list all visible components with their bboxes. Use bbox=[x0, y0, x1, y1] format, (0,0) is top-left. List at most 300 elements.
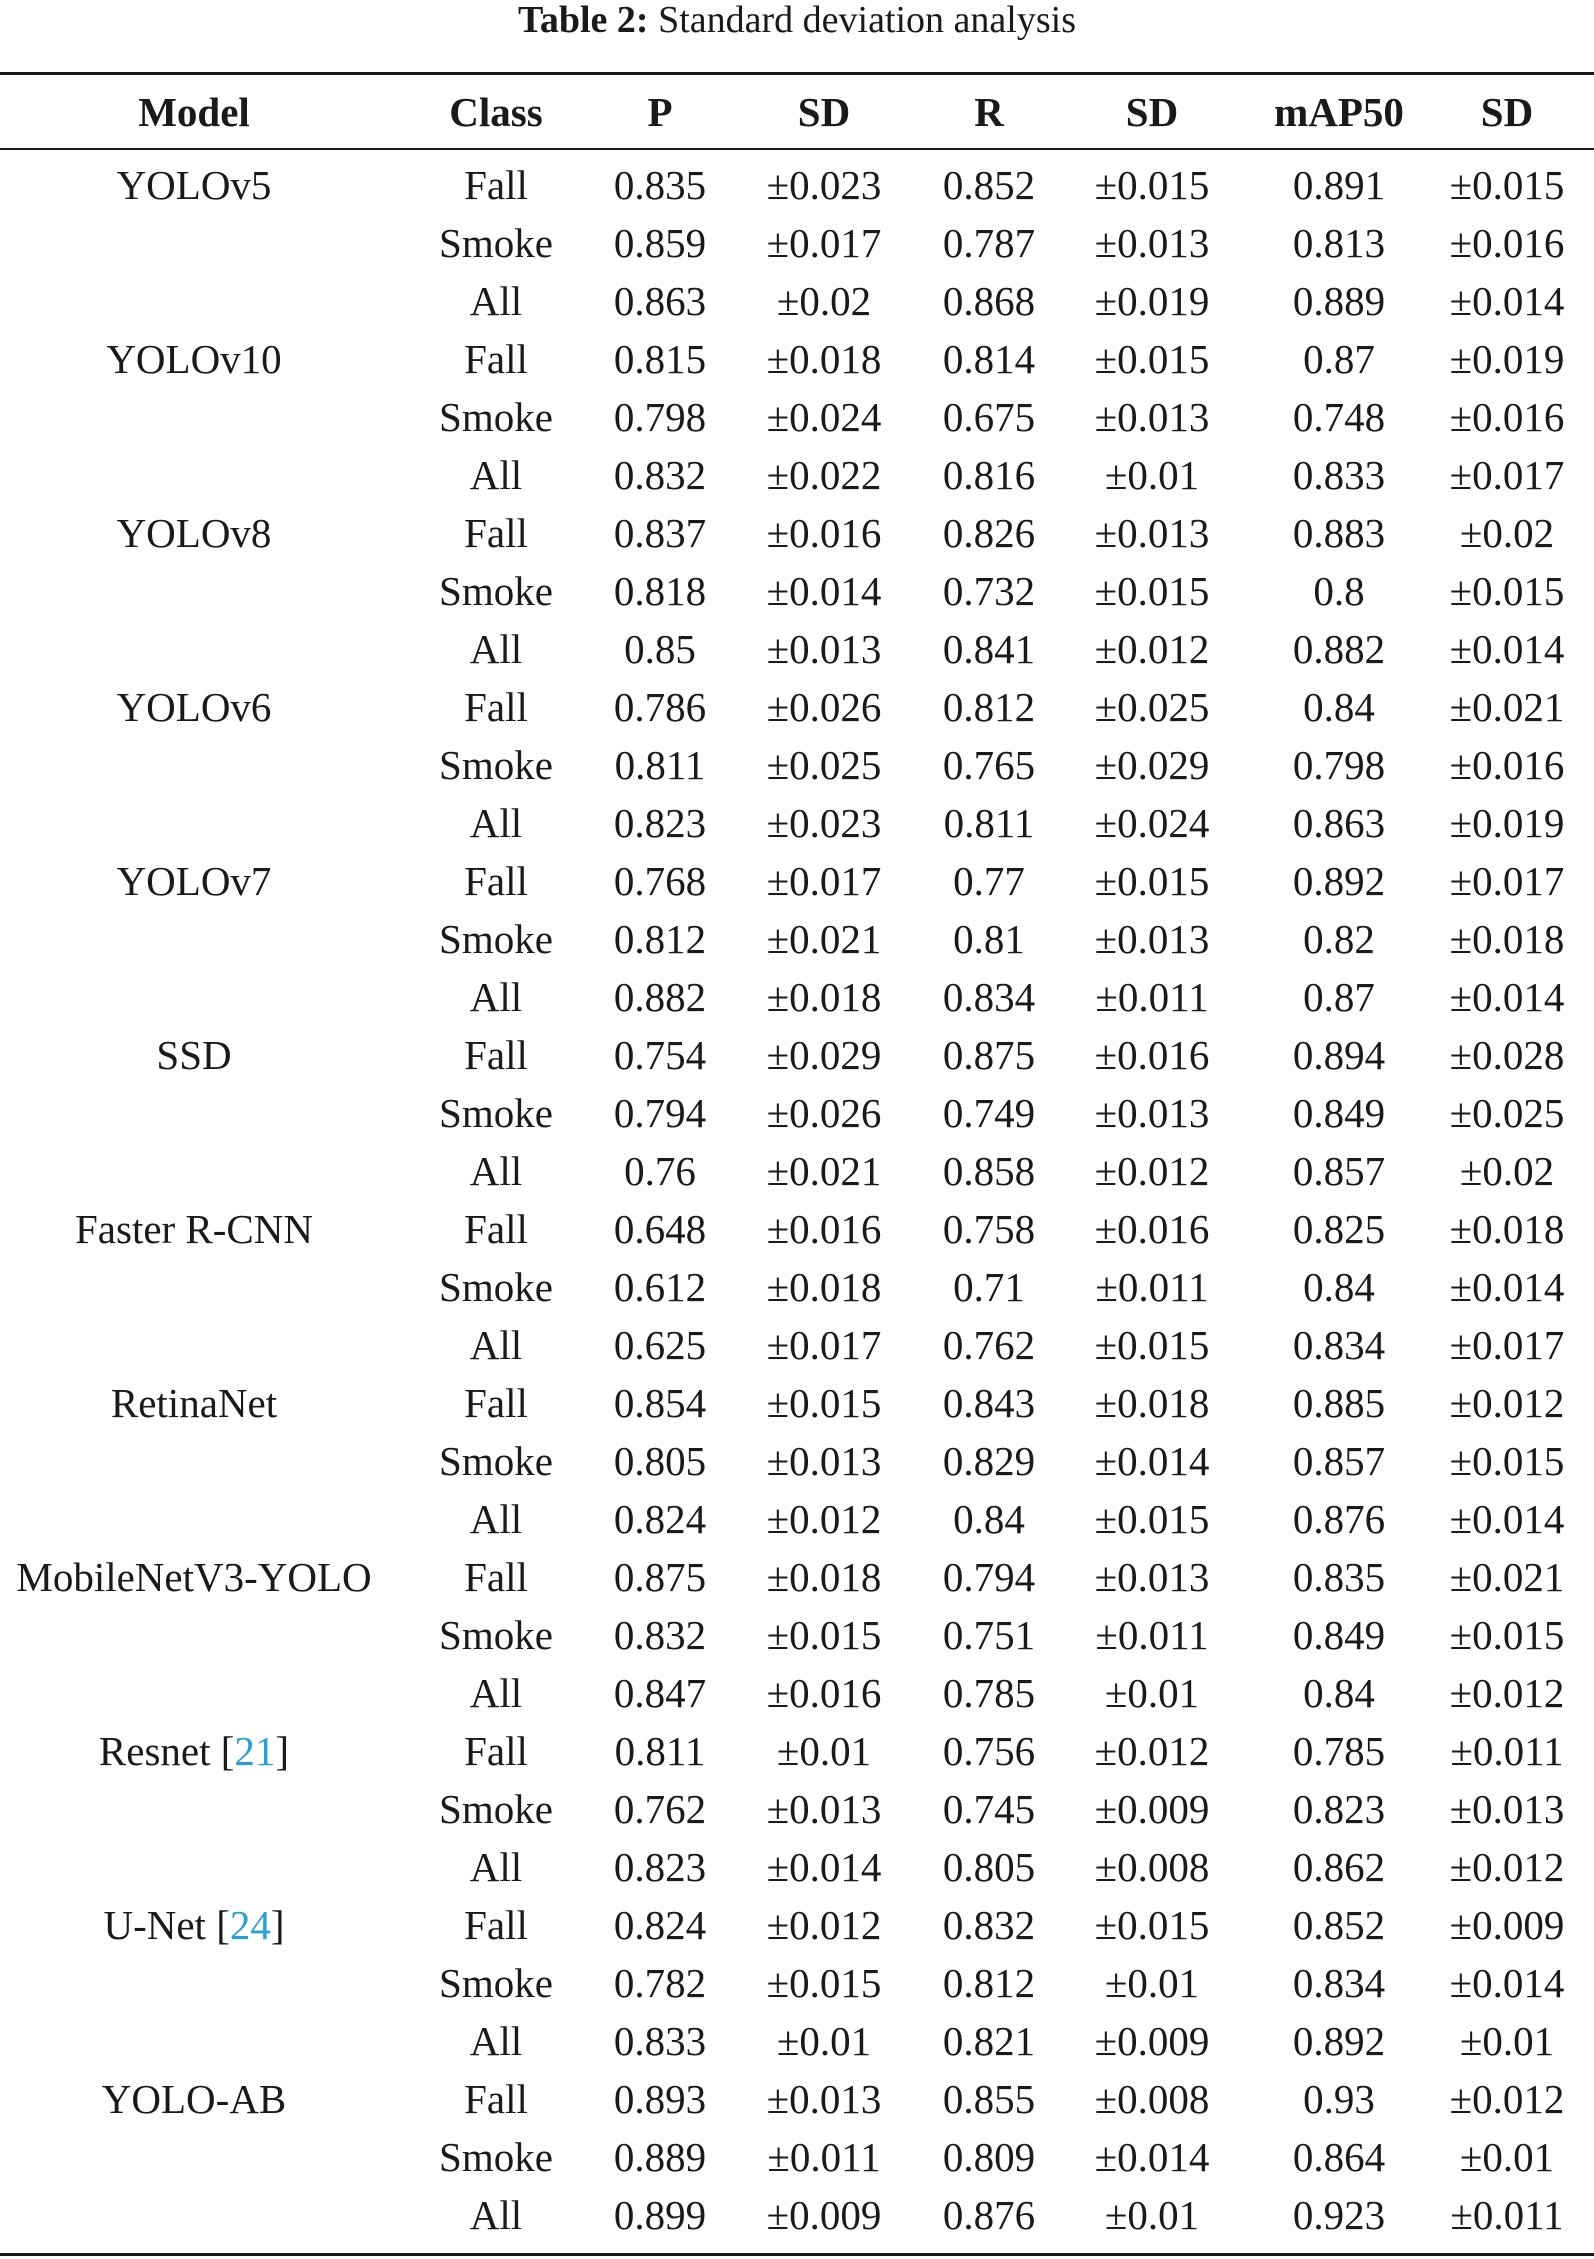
model-cell bbox=[0, 1780, 388, 1838]
model-cell: U-Net [24] bbox=[103, 1902, 285, 1948]
model-cell bbox=[0, 1258, 388, 1316]
map50-sd-cell: ±0.02 bbox=[1459, 510, 1555, 556]
recall-sd-cell: ±0.024 bbox=[1094, 800, 1210, 846]
precision-cell: 0.762 bbox=[613, 1786, 707, 1832]
map50-sd-cell: ±0.021 bbox=[1449, 684, 1565, 730]
map50-sd-cell: ±0.019 bbox=[1449, 800, 1565, 846]
precision-cell: 0.893 bbox=[613, 2076, 707, 2122]
table-row bbox=[0, 620, 1594, 678]
table-row bbox=[0, 1142, 1594, 1200]
class-cell: Fall bbox=[464, 510, 528, 556]
sd-analysis-table bbox=[0, 75, 1594, 2244]
map50-cell: 0.834 bbox=[1292, 1322, 1386, 1368]
model-cell bbox=[0, 2128, 388, 2186]
map50-cell: 0.891 bbox=[1292, 162, 1386, 208]
precision-cell: 0.786 bbox=[613, 684, 707, 730]
recall-cell: 0.855 bbox=[942, 2076, 1036, 2122]
map50-sd-cell: ±0.015 bbox=[1449, 568, 1565, 614]
header-map50: mAP50 bbox=[1274, 88, 1404, 135]
model-cell bbox=[0, 968, 388, 1026]
recall-cell: 0.756 bbox=[942, 1728, 1036, 1774]
table-row bbox=[0, 1838, 1594, 1896]
class-cell: Fall bbox=[464, 1380, 528, 1426]
recall-sd-cell: ±0.014 bbox=[1094, 2134, 1210, 2180]
model-cell bbox=[0, 1084, 388, 1142]
map50-cell: 0.748 bbox=[1292, 394, 1386, 440]
table-row bbox=[0, 1084, 1594, 1142]
precision-sd-cell: ±0.013 bbox=[766, 2076, 882, 2122]
model-cell bbox=[0, 446, 388, 504]
precision-sd-cell: ±0.024 bbox=[766, 394, 882, 440]
map50-cell: 0.876 bbox=[1292, 1496, 1386, 1542]
precision-sd-cell: ±0.021 bbox=[766, 1148, 882, 1194]
recall-cell: 0.84 bbox=[953, 1496, 1025, 1542]
table-caption bbox=[0, 0, 1594, 42]
map50-cell: 0.8 bbox=[1313, 568, 1365, 614]
map50-sd-cell: ±0.013 bbox=[1449, 1786, 1565, 1832]
recall-sd-cell: ±0.013 bbox=[1094, 916, 1210, 962]
precision-sd-cell: ±0.016 bbox=[766, 1670, 882, 1716]
recall-cell: 0.805 bbox=[942, 1844, 1036, 1890]
model-cell bbox=[0, 1490, 388, 1548]
precision-cell: 0.754 bbox=[613, 1032, 707, 1078]
class-cell: All bbox=[469, 2018, 523, 2064]
precision-sd-cell: ±0.026 bbox=[766, 684, 882, 730]
recall-sd-cell: ±0.01 bbox=[1104, 1670, 1200, 1716]
map50-cell: 0.825 bbox=[1292, 1206, 1386, 1252]
model-cell bbox=[0, 2012, 388, 2070]
precision-cell: 0.835 bbox=[613, 162, 707, 208]
recall-sd-cell: ±0.011 bbox=[1095, 974, 1209, 1020]
model-cell bbox=[0, 794, 388, 852]
precision-cell: 0.782 bbox=[613, 1960, 707, 2006]
map50-sd-cell: ±0.017 bbox=[1449, 1322, 1565, 1368]
precision-cell: 0.863 bbox=[613, 278, 707, 324]
precision-sd-cell: ±0.01 bbox=[776, 1728, 872, 1774]
class-cell: Fall bbox=[464, 2076, 528, 2122]
table-row bbox=[0, 2128, 1594, 2186]
recall-cell: 0.794 bbox=[942, 1554, 1036, 1600]
citation-link[interactable]: 24 bbox=[229, 1902, 271, 1948]
precision-cell: 0.889 bbox=[613, 2134, 707, 2180]
recall-cell: 0.787 bbox=[942, 220, 1036, 266]
precision-cell: 0.815 bbox=[613, 336, 707, 382]
recall-sd-cell: ±0.025 bbox=[1094, 684, 1210, 730]
map50-cell: 0.923 bbox=[1292, 2192, 1386, 2238]
map50-cell: 0.84 bbox=[1303, 1264, 1375, 1310]
map50-sd-cell: ±0.014 bbox=[1449, 278, 1565, 324]
map50-sd-cell: ±0.009 bbox=[1449, 1902, 1565, 1948]
precision-cell: 0.837 bbox=[613, 510, 707, 556]
precision-cell: 0.875 bbox=[613, 1554, 707, 1600]
precision-sd-cell: ±0.017 bbox=[766, 1322, 882, 1368]
precision-sd-cell: ±0.016 bbox=[766, 1206, 882, 1252]
header-map50-sd: SD bbox=[1480, 88, 1534, 135]
class-cell: Fall bbox=[464, 1032, 528, 1078]
recall-cell: 0.762 bbox=[942, 1322, 1036, 1368]
class-cell: Smoke bbox=[439, 568, 553, 614]
recall-sd-cell: ±0.015 bbox=[1094, 1902, 1210, 1948]
model-cell bbox=[0, 1374, 388, 1432]
table-row bbox=[0, 678, 1594, 736]
class-cell: All bbox=[469, 626, 523, 672]
precision-sd-cell: ±0.013 bbox=[766, 626, 882, 672]
recall-cell: 0.843 bbox=[942, 1380, 1036, 1426]
model-cell bbox=[0, 1548, 388, 1606]
caption-label: Table 2: bbox=[518, 0, 649, 41]
table-row bbox=[0, 1954, 1594, 2012]
class-cell: Smoke bbox=[439, 394, 553, 440]
map50-sd-cell: ±0.025 bbox=[1449, 1090, 1565, 1136]
map50-cell: 0.833 bbox=[1292, 452, 1386, 498]
model-cell bbox=[0, 504, 388, 562]
table-row bbox=[0, 330, 1594, 388]
model-cell bbox=[0, 1026, 388, 1084]
class-cell: All bbox=[469, 974, 523, 1020]
model-name: YOLOv5 bbox=[116, 162, 272, 208]
recall-sd-cell: ±0.019 bbox=[1094, 278, 1210, 324]
precision-sd-cell: ±0.014 bbox=[766, 1844, 882, 1890]
class-cell: All bbox=[469, 1670, 523, 1716]
model-cell bbox=[0, 1954, 388, 2012]
recall-cell: 0.868 bbox=[942, 278, 1036, 324]
map50-sd-cell: ±0.012 bbox=[1449, 2076, 1565, 2122]
recall-sd-cell: ±0.008 bbox=[1094, 2076, 1210, 2122]
model-name: YOLOv8 bbox=[116, 510, 272, 556]
map50-cell: 0.84 bbox=[1303, 1670, 1375, 1716]
map50-sd-cell: ±0.017 bbox=[1449, 452, 1565, 498]
table-row bbox=[0, 1026, 1594, 1084]
map50-sd-cell: ±0.011 bbox=[1450, 2192, 1564, 2238]
table-row bbox=[0, 910, 1594, 968]
precision-sd-cell: ±0.021 bbox=[766, 916, 882, 962]
map50-sd-cell: ±0.01 bbox=[1459, 2018, 1555, 2064]
precision-cell: 0.823 bbox=[613, 800, 707, 846]
precision-cell: 0.625 bbox=[613, 1322, 707, 1368]
recall-cell: 0.765 bbox=[942, 742, 1036, 788]
precision-cell: 0.824 bbox=[613, 1496, 707, 1542]
recall-sd-cell: ±0.013 bbox=[1094, 510, 1210, 556]
model-cell bbox=[0, 736, 388, 794]
precision-sd-cell: ±0.014 bbox=[766, 568, 882, 614]
map50-cell: 0.863 bbox=[1292, 800, 1386, 846]
recall-cell: 0.81 bbox=[953, 916, 1025, 962]
map50-sd-cell: ±0.015 bbox=[1449, 1612, 1565, 1658]
recall-cell: 0.829 bbox=[942, 1438, 1036, 1484]
model-cell bbox=[0, 1664, 388, 1722]
precision-cell: 0.798 bbox=[613, 394, 707, 440]
precision-sd-cell: ±0.022 bbox=[766, 452, 882, 498]
class-cell: Smoke bbox=[439, 742, 553, 788]
class-cell: Smoke bbox=[439, 2134, 553, 2180]
table-row bbox=[0, 214, 1594, 272]
recall-cell: 0.745 bbox=[942, 1786, 1036, 1832]
recall-sd-cell: ±0.009 bbox=[1094, 2018, 1210, 2064]
precision-sd-cell: ±0.018 bbox=[766, 1264, 882, 1310]
model-cell bbox=[0, 1200, 388, 1258]
map50-cell: 0.883 bbox=[1292, 510, 1386, 556]
precision-cell: 0.824 bbox=[613, 1902, 707, 1948]
map50-sd-cell: ±0.015 bbox=[1449, 1438, 1565, 1484]
model-cell bbox=[0, 272, 388, 330]
recall-cell: 0.852 bbox=[942, 162, 1036, 208]
class-cell: Smoke bbox=[439, 916, 553, 962]
class-cell: Fall bbox=[464, 858, 528, 904]
recall-sd-cell: ±0.018 bbox=[1094, 1380, 1210, 1426]
class-cell: Smoke bbox=[439, 1264, 553, 1310]
model-name: YOLO-AB bbox=[101, 2076, 287, 2122]
recall-cell: 0.675 bbox=[942, 394, 1036, 440]
class-cell: All bbox=[469, 2192, 523, 2238]
model-cell bbox=[0, 1432, 388, 1490]
class-cell: Fall bbox=[464, 684, 528, 730]
class-cell: Fall bbox=[464, 1206, 528, 1252]
map50-sd-cell: ±0.016 bbox=[1449, 394, 1565, 440]
precision-sd-cell: ±0.029 bbox=[766, 1032, 882, 1078]
precision-sd-cell: ±0.017 bbox=[766, 220, 882, 266]
class-cell: Fall bbox=[464, 1902, 528, 1948]
caption-text: Standard deviation analysis bbox=[658, 0, 1076, 41]
model-cell bbox=[0, 1142, 388, 1200]
model-cell bbox=[0, 1316, 388, 1374]
class-cell: Smoke bbox=[439, 1960, 553, 2006]
recall-sd-cell: ±0.013 bbox=[1094, 1090, 1210, 1136]
table-row bbox=[0, 1200, 1594, 1258]
table-row bbox=[0, 156, 1594, 214]
map50-sd-cell: ±0.012 bbox=[1449, 1670, 1565, 1716]
map50-cell: 0.87 bbox=[1303, 336, 1375, 382]
header-model: Model bbox=[138, 88, 250, 135]
model-cell bbox=[0, 1838, 388, 1896]
class-cell: All bbox=[469, 1322, 523, 1368]
precision-sd-cell: ±0.02 bbox=[776, 278, 872, 324]
map50-cell: 0.892 bbox=[1292, 858, 1386, 904]
precision-sd-cell: ±0.018 bbox=[766, 1554, 882, 1600]
map50-cell: 0.835 bbox=[1292, 1554, 1386, 1600]
table-row bbox=[0, 1258, 1594, 1316]
citation-link[interactable]: 21 bbox=[234, 1728, 276, 1774]
model-name: U-Net bbox=[103, 1902, 206, 1948]
precision-sd-cell: ±0.012 bbox=[766, 1902, 882, 1948]
precision-cell: 0.812 bbox=[613, 916, 707, 962]
class-cell: All bbox=[469, 1844, 523, 1890]
table-row bbox=[0, 2186, 1594, 2244]
recall-cell: 0.834 bbox=[942, 974, 1036, 1020]
table-row bbox=[0, 852, 1594, 910]
table-row bbox=[0, 1490, 1594, 1548]
table-row bbox=[0, 272, 1594, 330]
recall-cell: 0.816 bbox=[942, 452, 1036, 498]
precision-sd-cell: ±0.012 bbox=[766, 1496, 882, 1542]
map50-sd-cell: ±0.014 bbox=[1449, 974, 1565, 1020]
map50-cell: 0.87 bbox=[1303, 974, 1375, 1020]
model-cell bbox=[0, 388, 388, 446]
precision-cell: 0.811 bbox=[614, 742, 706, 788]
table-row bbox=[0, 1722, 1594, 1780]
model-cell bbox=[0, 156, 388, 214]
precision-cell: 0.818 bbox=[613, 568, 707, 614]
precision-cell: 0.805 bbox=[613, 1438, 707, 1484]
recall-sd-cell: ±0.012 bbox=[1094, 1148, 1210, 1194]
precision-sd-cell: ±0.017 bbox=[766, 858, 882, 904]
recall-sd-cell: ±0.015 bbox=[1094, 568, 1210, 614]
recall-cell: 0.812 bbox=[942, 684, 1036, 730]
recall-sd-cell: ±0.015 bbox=[1094, 1322, 1210, 1368]
model-name: YOLOv6 bbox=[116, 684, 272, 730]
recall-sd-cell: ±0.014 bbox=[1094, 1438, 1210, 1484]
precision-sd-cell: ±0.009 bbox=[766, 2192, 882, 2238]
header-recall-sd: SD bbox=[1125, 88, 1179, 135]
recall-sd-cell: ±0.009 bbox=[1094, 1786, 1210, 1832]
recall-sd-cell: ±0.015 bbox=[1094, 858, 1210, 904]
recall-sd-cell: ±0.013 bbox=[1094, 1554, 1210, 1600]
model-cell bbox=[0, 620, 388, 678]
map50-sd-cell: ±0.012 bbox=[1449, 1844, 1565, 1890]
precision-sd-cell: ±0.023 bbox=[766, 162, 882, 208]
model-name: SSD bbox=[156, 1032, 232, 1078]
recall-sd-cell: ±0.011 bbox=[1095, 1612, 1209, 1658]
model-cell bbox=[0, 852, 388, 910]
recall-sd-cell: ±0.012 bbox=[1094, 1728, 1210, 1774]
recall-sd-cell: ±0.01 bbox=[1104, 452, 1200, 498]
class-cell: Smoke bbox=[439, 1786, 553, 1832]
map50-sd-cell: ±0.018 bbox=[1449, 916, 1565, 962]
recall-cell: 0.758 bbox=[942, 1206, 1036, 1252]
map50-cell: 0.93 bbox=[1303, 2076, 1375, 2122]
class-cell: Smoke bbox=[439, 1438, 553, 1484]
model-name: MobileNetV3-YOLO bbox=[16, 1554, 372, 1600]
map50-sd-cell: ±0.011 bbox=[1450, 1728, 1564, 1774]
recall-sd-cell: ±0.015 bbox=[1094, 162, 1210, 208]
recall-cell: 0.876 bbox=[942, 2192, 1036, 2238]
recall-sd-cell: ±0.015 bbox=[1094, 336, 1210, 382]
recall-cell: 0.751 bbox=[942, 1612, 1036, 1658]
recall-cell: 0.785 bbox=[942, 1670, 1036, 1716]
recall-cell: 0.811 bbox=[943, 800, 1035, 846]
header-precision-sd: SD bbox=[797, 88, 851, 135]
recall-sd-cell: ±0.011 bbox=[1095, 1264, 1209, 1310]
recall-cell: 0.826 bbox=[942, 510, 1036, 556]
precision-cell: 0.882 bbox=[613, 974, 707, 1020]
model-name: YOLOv7 bbox=[116, 858, 272, 904]
map50-cell: 0.889 bbox=[1292, 278, 1386, 324]
precision-cell: 0.847 bbox=[613, 1670, 707, 1716]
model-name: YOLOv10 bbox=[106, 336, 282, 382]
recall-cell: 0.812 bbox=[942, 1960, 1036, 2006]
map50-cell: 0.849 bbox=[1292, 1090, 1386, 1136]
model-cell bbox=[0, 214, 388, 272]
map50-cell: 0.857 bbox=[1292, 1438, 1386, 1484]
recall-sd-cell: ±0.01 bbox=[1104, 1960, 1200, 2006]
map50-cell: 0.852 bbox=[1292, 1902, 1386, 1948]
table-row bbox=[0, 2070, 1594, 2128]
table-row bbox=[0, 736, 1594, 794]
precision-sd-cell: ±0.015 bbox=[766, 1960, 882, 2006]
model-cell bbox=[0, 2070, 388, 2128]
model-cell bbox=[0, 562, 388, 620]
map50-cell: 0.882 bbox=[1292, 626, 1386, 672]
recall-cell: 0.841 bbox=[942, 626, 1036, 672]
recall-cell: 0.71 bbox=[953, 1264, 1025, 1310]
precision-cell: 0.811 bbox=[614, 1728, 706, 1774]
header-precision: P bbox=[647, 88, 673, 135]
precision-cell: 0.832 bbox=[613, 452, 707, 498]
table-row bbox=[0, 968, 1594, 1026]
model-cell bbox=[0, 2186, 388, 2244]
recall-cell: 0.814 bbox=[942, 336, 1036, 382]
model-name: Faster R-CNN bbox=[74, 1206, 313, 1252]
recall-sd-cell: ±0.012 bbox=[1094, 626, 1210, 672]
table-row bbox=[0, 562, 1594, 620]
header-row bbox=[0, 75, 1594, 148]
precision-sd-cell: ±0.023 bbox=[766, 800, 882, 846]
model-cell bbox=[0, 678, 388, 736]
class-cell: Smoke bbox=[439, 1090, 553, 1136]
table-row bbox=[0, 1374, 1594, 1432]
map50-sd-cell: ±0.021 bbox=[1449, 1554, 1565, 1600]
map50-cell: 0.813 bbox=[1292, 220, 1386, 266]
class-cell: All bbox=[469, 278, 523, 324]
map50-sd-cell: ±0.014 bbox=[1449, 1496, 1565, 1542]
class-cell: Fall bbox=[464, 1728, 528, 1774]
map50-sd-cell: ±0.019 bbox=[1449, 336, 1565, 382]
header-class: Class bbox=[449, 88, 543, 135]
recall-sd-cell: ±0.016 bbox=[1094, 1206, 1210, 1252]
map50-sd-cell: ±0.016 bbox=[1449, 220, 1565, 266]
table-row bbox=[0, 1548, 1594, 1606]
map50-cell: 0.834 bbox=[1292, 1960, 1386, 2006]
class-cell: All bbox=[469, 1148, 523, 1194]
map50-sd-cell: ±0.012 bbox=[1449, 1380, 1565, 1426]
precision-cell: 0.768 bbox=[613, 858, 707, 904]
precision-sd-cell: ±0.013 bbox=[766, 1438, 882, 1484]
table-row bbox=[0, 1780, 1594, 1838]
precision-sd-cell: ±0.025 bbox=[766, 742, 882, 788]
map50-cell: 0.84 bbox=[1303, 684, 1375, 730]
precision-sd-cell: ±0.015 bbox=[766, 1380, 882, 1426]
recall-cell: 0.832 bbox=[942, 1902, 1036, 1948]
map50-sd-cell: ±0.014 bbox=[1449, 1264, 1565, 1310]
precision-cell: 0.612 bbox=[613, 1264, 707, 1310]
precision-sd-cell: ±0.015 bbox=[766, 1612, 882, 1658]
map50-cell: 0.892 bbox=[1292, 2018, 1386, 2064]
recall-cell: 0.858 bbox=[942, 1148, 1036, 1194]
recall-sd-cell: ±0.013 bbox=[1094, 394, 1210, 440]
map50-cell: 0.785 bbox=[1292, 1728, 1386, 1774]
precision-sd-cell: ±0.01 bbox=[776, 2018, 872, 2064]
map50-cell: 0.864 bbox=[1292, 2134, 1386, 2180]
precision-cell: 0.794 bbox=[613, 1090, 707, 1136]
recall-cell: 0.77 bbox=[953, 858, 1025, 904]
map50-cell: 0.82 bbox=[1303, 916, 1375, 962]
precision-cell: 0.832 bbox=[613, 1612, 707, 1658]
table-row bbox=[0, 1316, 1594, 1374]
map50-sd-cell: ±0.014 bbox=[1449, 1960, 1565, 2006]
precision-cell: 0.899 bbox=[613, 2192, 707, 2238]
model-cell bbox=[0, 330, 388, 388]
recall-sd-cell: ±0.016 bbox=[1094, 1032, 1210, 1078]
precision-sd-cell: ±0.018 bbox=[766, 336, 882, 382]
class-cell: All bbox=[469, 800, 523, 846]
map50-sd-cell: ±0.017 bbox=[1449, 858, 1565, 904]
class-cell: Smoke bbox=[439, 220, 553, 266]
precision-cell: 0.648 bbox=[613, 1206, 707, 1252]
table-row bbox=[0, 1432, 1594, 1490]
map50-cell: 0.885 bbox=[1292, 1380, 1386, 1426]
map50-sd-cell: ±0.028 bbox=[1449, 1032, 1565, 1078]
map50-cell: 0.857 bbox=[1292, 1148, 1386, 1194]
map50-sd-cell: ±0.01 bbox=[1459, 2134, 1555, 2180]
